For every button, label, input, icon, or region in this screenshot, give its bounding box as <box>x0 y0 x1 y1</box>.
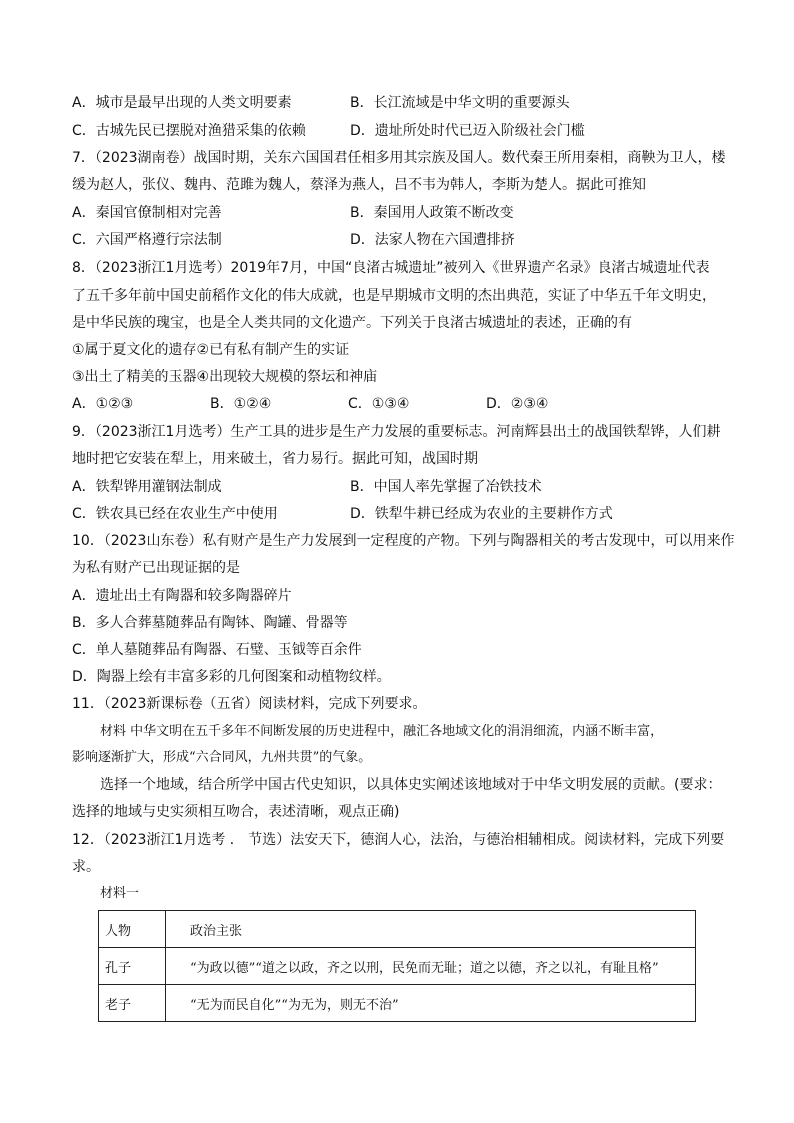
q10-option-a: A．遗址出土有陶器和较多陶器碎片 <box>72 588 292 604</box>
q8-stem-line2: 了五千多年前中国史前稻作文化的伟大成就，也是早期城市文明的杰出典范，实证了中华五千年文明史， <box>72 288 716 304</box>
q12-material-label: 材料一 <box>100 886 140 901</box>
q8-option-c: C．①③④ <box>348 396 410 412</box>
q8-stem-line3: 是中华民族的瑰宝，也是全人类共同的文化遗产。下列关于良渚古城遗址的表述，正确的有 <box>72 315 632 331</box>
q9-stem-line1: 9．（2023浙江1月选考）生产工具的进步是生产力发展的重要标志。河南辉县出土的战国铁犁铧，人们耕 <box>72 424 721 440</box>
q10-option-c: C．单人墓随葬品有陶器、石璧、玉钺等百余件 <box>72 642 362 658</box>
q9-stem-line2: 地时把它安装在犁上，用来破土，省力易行。据此可知，战国时期 <box>72 451 478 467</box>
q11-requirement-line2: 选择的地域与史实须相互吻合，表述清晰，观点正确) <box>72 804 400 820</box>
political-views-table <box>98 910 696 1022</box>
q10-stem-line1: 10．（2023山东卷）私有财产是生产力发展到一定程度的产物。下列与陶器相关的考古发现中，可以用来作 <box>72 533 735 549</box>
q11-material-line1: 材料 中华文明在五千多年不间断发展的历史进程中，融汇各地域文化的涓涓细流，内涵不断丰富， <box>100 724 664 739</box>
q8-items-1-2: ①属于夏文化的遗存②已有私有制产生的实证 <box>72 342 350 358</box>
q11-stem: 11．（2023新课标卷（五省）阅读材料，完成下列要求。 <box>72 696 427 712</box>
q9-option-a: A．铁犁铧用灌钢法制成 <box>72 479 222 495</box>
table-row <box>99 985 696 1022</box>
q9-option-c: C．铁农具已经在农业生产中使用 <box>72 506 278 522</box>
table-cell-view: “为政以德”“道之以政，齐之以刑，民免而无耻；道之以德，齐之以礼，有耻且格” <box>166 948 696 985</box>
q7-option-d: D．法家人物在六国遭排挤 <box>350 232 515 248</box>
q10-stem-line2: 为私有财产已出现证据的是 <box>72 560 240 576</box>
table-header-row <box>99 911 696 948</box>
q8-items-3-4: ③出土了精美的玉器④出现较大规模的祭坛和神庙 <box>72 369 378 385</box>
q6-option-d: D．遗址所处时代已迈入阶级社会门槛 <box>350 123 585 139</box>
q6-option-b: B．长江流域是中华文明的重要源头 <box>350 95 570 111</box>
q10-option-d: D．陶器上绘有丰富多彩的几何图案和动植物纹样。 <box>72 669 391 685</box>
table-cell-person: 孔子 <box>99 948 166 985</box>
table-header-cell: 人物 <box>99 911 166 948</box>
table-row <box>99 948 696 985</box>
q7-option-c: C．六国严格遵行宗法制 <box>72 232 222 248</box>
q6-option-a: A．城市是最早出现的人类文明要素 <box>72 95 292 111</box>
table-cell-person: 老子 <box>99 985 166 1022</box>
q9-option-b: B．中国人率先掌握了冶铁技术 <box>350 479 542 495</box>
table-cell-view: “无为而民自化”“为无为，则无不治” <box>166 985 696 1022</box>
table-header-cell: 政治主张 <box>166 911 696 948</box>
q7-option-a: A．秦国官僚制相对完善 <box>72 205 222 221</box>
q7-stem-line1: 7．（2023湖南卷）战国时期，关东六国国君任相多用其宗族及国人。数代秦王所用秦相，商鞅为卫人，楼 <box>72 150 726 166</box>
q8-option-a: A．①②③ <box>72 396 134 412</box>
q12-stem-line1: 12．（2023浙江1月选考 ． 节选）法安天下，德润人心，法治，与德治相辅相成。阅读材料，完成下列要 <box>72 832 725 848</box>
q7-stem-line2: 缓为赵人，张仪、魏冉、范雎为魏人，蔡泽为燕人，吕不韦为韩人，李斯为楚人。据此可推知 <box>72 177 646 193</box>
q11-requirement-line1: 选择一个地域，结合所学中国古代史知识，以具体史实阐述该地域对于中华文明发展的贡献。(要求： <box>100 777 722 793</box>
q11-material-line2: 影响逐渐扩大，形成“六合同风，九州共贯”的气象。 <box>72 750 372 765</box>
q9-option-d: D．铁犁牛耕已经成为农业的主要耕作方式 <box>350 506 613 522</box>
q8-stem-line1: 8．（2023浙江1月选考）2019年7月，中国“良渚古城遗址”被列入《世界遗产名录》良渚古城遗址代表 <box>72 260 710 276</box>
q8-option-b: B．①②④ <box>210 396 272 412</box>
q6-option-c: C．古城先民已摆脱对渔猎采集的依赖 <box>72 123 306 139</box>
q7-option-b: B．秦国用人政策不断改变 <box>350 205 514 221</box>
q12-stem-line2: 求。 <box>72 859 100 875</box>
q8-option-d: D．②③④ <box>486 396 549 412</box>
q10-option-b: B．多人合葬墓随葬品有陶钵、陶罐、骨器等 <box>72 615 348 631</box>
